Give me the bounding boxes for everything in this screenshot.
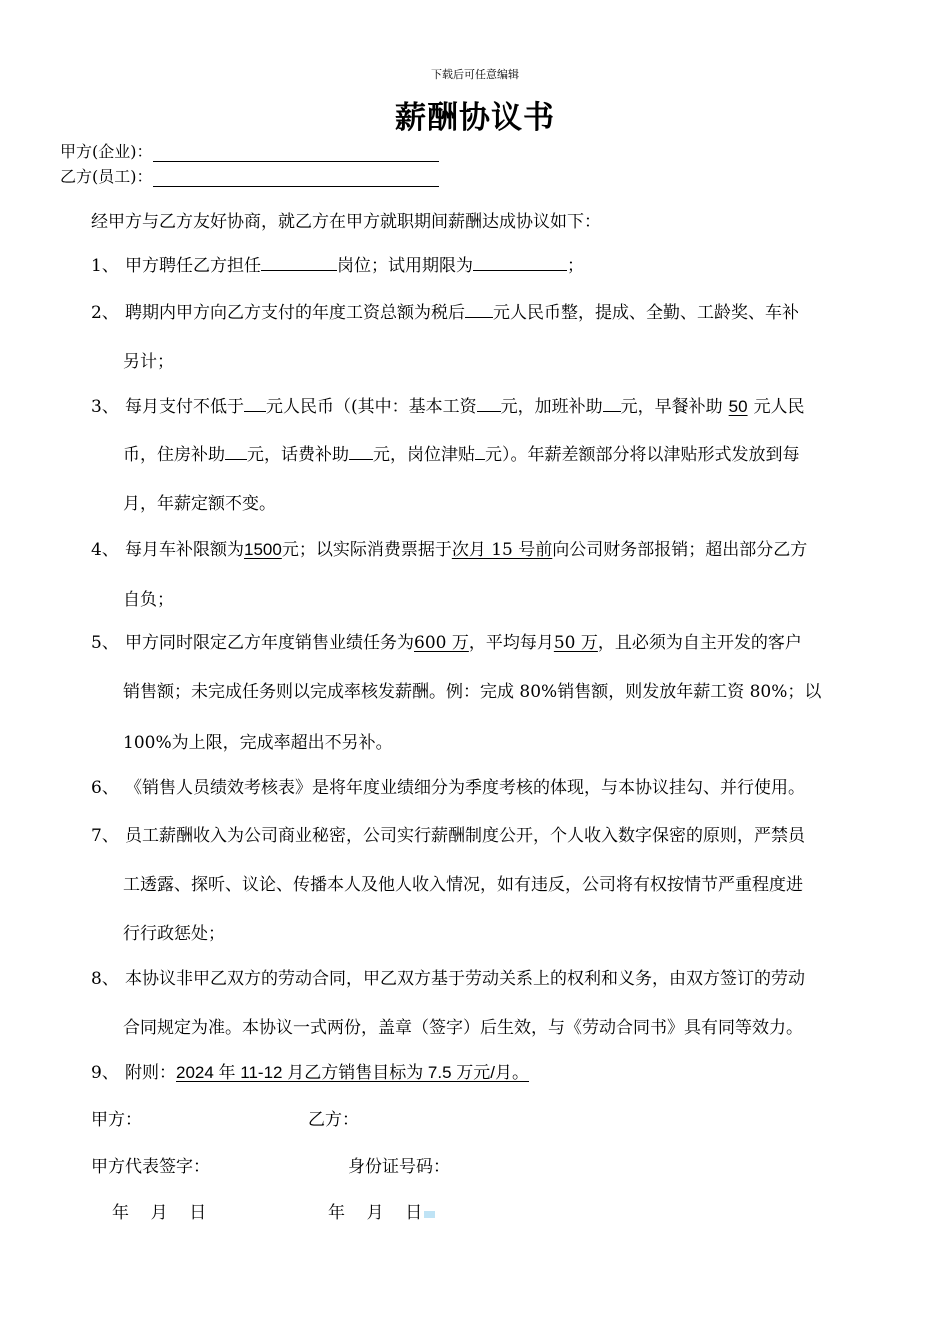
clause-text: 元）。年薪差额部分将以津贴形式发放到每 [485,445,800,465]
clause-text: 聘期内甲方向乙方支付的年度工资总额为税后 [125,303,465,323]
clause-number: 6、 [91,778,119,798]
clause-3-cont [123,440,800,465]
overtime-blank[interactable] [603,393,621,412]
clause-number: 5、 [91,633,119,653]
clause-text: 元人民币整，提成、全勤、工龄奖、车补 [493,303,799,323]
clause-text: ，平均每月 [468,633,554,653]
clause-5-cont2: 100%为上限，完成率超出不另补。 [123,733,393,753]
clause-number: 2、 [91,303,119,323]
clause-text: ，且必须为自主开发的客户 [597,633,802,653]
clause-2-cont: 另计； [123,352,174,372]
clause-4 [91,535,807,560]
clause-text: 岗位；试用期限为 [337,256,473,276]
clause-text: 向公司财务部报销；超出部分乙方 [552,540,808,560]
party-a-blank[interactable] [153,145,439,162]
annual-target: 600 万 [414,633,469,653]
clause-text: 元，早餐补助 [620,397,723,417]
clause-6 [91,773,805,798]
clause-7 [91,821,805,846]
monthly-min-blank[interactable] [244,393,266,412]
clause-number: 8、 [91,969,119,989]
clause-text: 甲方聘任乙方担任 [125,256,261,276]
clause-5-cont: 销售额；未完成任务则以完成率核发薪酬。例：完成 80%销售额，则发放年薪工资 80%；以 [123,682,822,702]
party-b-date: 年 月 日 [328,1203,423,1223]
clause-text: 元；以实际消费票据于 [281,540,452,560]
housing-blank[interactable] [225,441,247,460]
party-b-date-line [328,1198,435,1223]
clause-text: 员工薪酬收入为公司商业秘密，公司实行薪酬制度公开，个人收入数字保密的原则，严禁员 [125,826,805,846]
clause-text: 《销售人员绩效考核表》是将年度业绩细分为季度考核的体现，与本协议挂勾、并行使用。 [125,778,805,798]
clause-text: 甲方同时限定乙方年度销售业绩任务为 [125,633,414,653]
clause-3-cont2: 月，年薪定额不变。 [123,494,276,514]
party-b-sign-label: 乙方： [308,1110,359,1130]
clause-number: 7、 [91,826,119,846]
clause-text: 元人民币（(其中：基本工资 [266,397,477,417]
party-a-label: 甲方(企业)： [60,142,153,161]
party-b-label: 乙方(员工)： [60,167,153,186]
clause-8 [91,964,805,989]
clause-text: 币，住房补助 [123,445,225,465]
party-b-line [60,164,439,187]
monthly-target: 50 万 [553,633,598,653]
party-a-line [60,139,439,162]
phone-blank[interactable] [349,441,373,460]
party-a-date: 年 月 日 [112,1203,207,1223]
clause-number: 4、 [91,540,119,560]
intro-paragraph: 经甲方与乙方友好协商，就乙方在甲方就职期间薪酬达成协议如下： [91,212,601,232]
clause-4-cont: 自负； [123,590,174,610]
clause-text: 元，加班补助 [500,397,603,417]
allowance-blank[interactable] [475,441,485,460]
clause-8-cont: 合同规定为准。本协议一式两份，盖章（签字）后生效，与《劳动合同书》具有同等效力。 [123,1018,803,1038]
reimburse-deadline: 次月 15 号前 [451,540,553,560]
position-blank[interactable] [261,252,337,271]
car-allowance-amount: 1500 [244,540,282,559]
clause-text: 每月车补限额为 [125,540,244,560]
clause-7-cont: 工透露、探听、议论、传播本人及他人收入情况，如有违反，公司将有权按情节严重程度进 [123,875,803,895]
rep-sign-label: 甲方代表签字： [91,1157,210,1177]
clause-text: 元，话费补助 [247,445,349,465]
party-b-blank[interactable] [153,170,439,187]
clause-1 [91,251,584,276]
clause-2 [91,298,799,323]
clause-3 [91,392,805,417]
clause-text: 元，岗位津贴 [373,445,475,465]
breakfast-amount: 50 [728,397,748,416]
document-title: 薪酬协议书 [395,100,555,136]
clause-text: ； [567,256,584,276]
base-salary-blank[interactable] [477,393,501,412]
header-note: 下载后可任意编辑 [431,68,519,81]
clause-number: 3、 [91,397,119,417]
annual-salary-blank[interactable] [465,299,493,318]
party-a-sign-label: 甲方： [91,1110,142,1130]
id-number-label: 身份证号码： [348,1157,450,1177]
probation-blank[interactable] [473,252,567,271]
clause-text: 每月支付不低于 [125,397,244,417]
clause-text: 本协议非甲乙双方的劳动合同，甲乙双方基于劳动关系上的权利和义务，由双方签订的劳动 [125,969,805,989]
clause-number: 1、 [91,256,119,276]
clause-text: 附则： [125,1063,176,1083]
clause-5 [91,628,802,653]
clause-9 [91,1058,529,1083]
clause-text: 元人民 [753,397,805,417]
text-cursor-marker [424,1211,435,1218]
clause-7-cont2: 行行政惩处； [123,924,225,944]
sales-target-appendix: 2024 年 11-12 月乙方销售目标为 7.5 万元/月。 [176,1063,530,1082]
clause-number: 9、 [91,1063,119,1083]
